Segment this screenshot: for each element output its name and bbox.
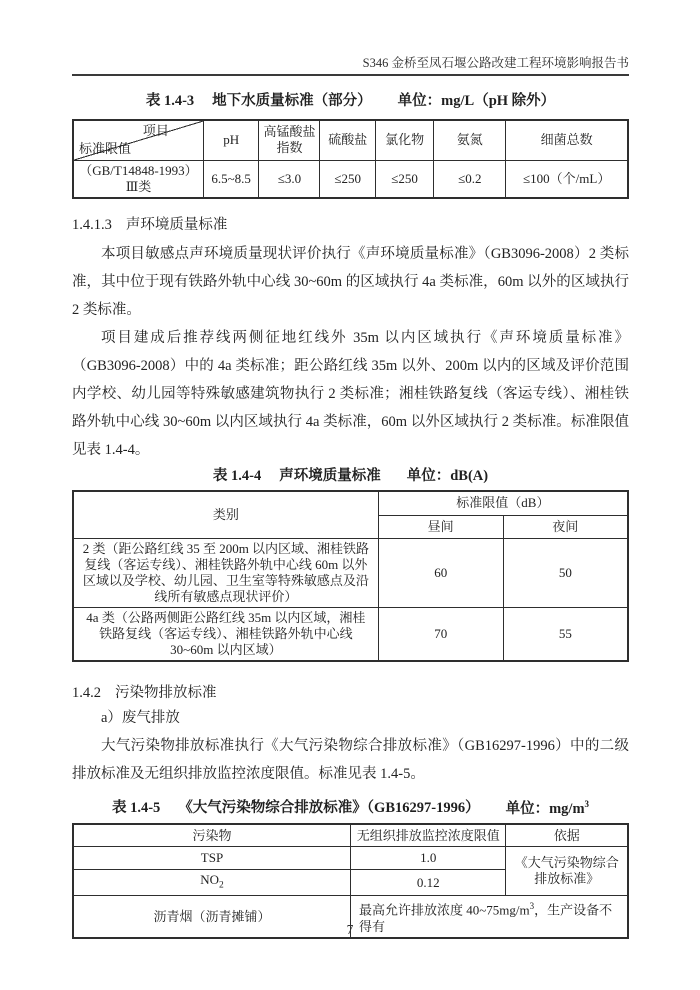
row-class2-category: 2 类（距公路红线 35 至 200m 以内区域、湘桂铁路复线（客运专线）、湘桂铁路外轨中心线 60m 以外区域以及学校、幼儿园、卫生室等特殊敏感点及沿线所有敏感点现状评价） bbox=[73, 538, 378, 607]
table-1-4-5-caption-title: 《大气污染物综合排放标准》（GB16297-1996） bbox=[178, 800, 480, 817]
row-no2-pollutant bbox=[73, 869, 351, 896]
col-header-ammonia-nitrogen: 氨氮 bbox=[434, 120, 506, 160]
col-header-nighttime: 夜间 bbox=[503, 515, 628, 538]
value-ammonia-nitrogen: ≤0.2 bbox=[434, 160, 506, 198]
col-header-standard-limit-db: 标准限值（dB） bbox=[378, 491, 628, 515]
table-1-4-5-caption-label: 表 1.4-5 bbox=[111, 800, 161, 817]
table-1-4-3-caption-label: 表 1.4-3 bbox=[145, 93, 195, 109]
row-header-class-iii: Ⅲ类 bbox=[125, 178, 152, 194]
row-class4a-nighttime-value: 55 bbox=[503, 607, 628, 661]
table-1-4-3-caption-title: 地下水质量标准（部分） bbox=[212, 93, 372, 109]
row-class2-nighttime-value: 50 bbox=[503, 538, 628, 607]
row-class4a-category: 4a 类（公路两侧距公路红线 35m 以内区域，湘桂铁路复线（客运专线）、湘桂铁路外轨中心线 30~60m 以内区域） bbox=[73, 607, 378, 661]
col-header-permanganate-index: 高锰酸盐指数 bbox=[259, 120, 320, 160]
row-tsp-pollutant: TSP bbox=[73, 846, 351, 869]
col-header-unorganized-emission-limit: 无组织排放监控浓度限值 bbox=[351, 824, 506, 846]
table-1-4-3-caption-unit: 单位：mg/L（pH 除外） bbox=[397, 93, 556, 109]
asphalt-limit-suffix: ，生产设备不得有 bbox=[359, 902, 613, 934]
diagonal-label-standard-limit: 标准限值 bbox=[79, 140, 132, 156]
page-header bbox=[72, 55, 629, 76]
section-1-4-1-3-heading bbox=[72, 214, 629, 236]
col-header-pollutant: 污染物 bbox=[73, 824, 351, 846]
col-header-chloride: 氯化物 bbox=[375, 120, 433, 160]
no2-subscript: 2 bbox=[219, 880, 224, 891]
table-1-4-4-caption-label: 表 1.4-4 bbox=[212, 468, 262, 484]
no2-base: NO bbox=[200, 871, 220, 887]
basis-line1: 《大气污染物综合 bbox=[514, 855, 619, 871]
basis-cell bbox=[506, 846, 628, 896]
asphalt-limit-superscript: 3 bbox=[529, 901, 535, 912]
page-number: 7 bbox=[346, 922, 354, 937]
value-permanganate-index: ≤3.0 bbox=[259, 160, 320, 198]
diagonal-label-project: 项目 bbox=[142, 123, 169, 138]
section-1-4-1-3-number: 1.4.1.3 bbox=[72, 217, 112, 233]
table-1-4-5-caption-unit bbox=[506, 794, 589, 819]
table-1-4-5-unit-base: 单位：mg/m bbox=[505, 800, 585, 817]
para-air-emission-standard: 大气污染物排放标准执行《大气污染物综合排放标准》（GB16297-1996）中的二级排放标准及无组织排放监控浓度限值。标准见表 1.4-5。 bbox=[72, 737, 629, 782]
row-tsp-limit: 1.0 bbox=[351, 846, 506, 869]
col-header-ph: pH bbox=[203, 120, 259, 160]
basis-line2: 排放标准》 bbox=[534, 871, 600, 887]
row-asphalt-pollutant: 沥青烟（沥青摊铺） bbox=[73, 896, 351, 938]
value-ph: 6.5~8.5 bbox=[203, 160, 259, 198]
row-class2-daytime-value: 60 bbox=[378, 538, 503, 607]
table-1-4-3 bbox=[72, 119, 629, 199]
diagonal-header-cell bbox=[73, 120, 203, 160]
value-sulfate: ≤250 bbox=[320, 160, 376, 198]
row-header-standard-code: （GB/T14848-1993） bbox=[79, 162, 198, 178]
row-class4a-daytime-value: 70 bbox=[378, 607, 503, 661]
table-1-4-5-unit-superscript: 3 bbox=[584, 798, 590, 809]
col-header-category: 类别 bbox=[73, 491, 378, 538]
section-1-4-1-3-title: 声环境质量标准 bbox=[125, 217, 228, 233]
row-header-gbt14848 bbox=[73, 160, 203, 198]
row-no2-limit: 0.12 bbox=[351, 869, 506, 896]
value-total-bacteria: ≤100（个/mL） bbox=[506, 160, 628, 198]
table-1-4-4-caption-unit: 单位：dB(A) bbox=[406, 468, 489, 484]
value-chloride: ≤250 bbox=[375, 160, 433, 198]
asphalt-limit-prefix: 最高允许排放浓度 40~75mg/m bbox=[359, 902, 530, 918]
para-noise-standard-after-construction: 项目建成后推荐线两侧征地红线外 35m 以内区域执行《声环境质量标准》（GB3096-2008）中的 4a 类标准；距公路红线 35m 以外、200m 以内的区域及评价范围内学校、幼儿园等特殊敏感建筑物执行 2 类标准；湘桂铁路复线（客运专线）、湘桂铁路外轨中心线 30~60m 以内区域执行 4a 类标准，60m 以外区域执行 2 类标准。标准限值见表 1.4-4。 bbox=[72, 330, 629, 458]
header-title: S346 金桥至凤石堰公路改建工程环境影响报告书 bbox=[362, 56, 629, 70]
item-a-waste-gas: a）废气排放 bbox=[101, 709, 180, 726]
col-header-basis: 依据 bbox=[506, 824, 628, 846]
section-1-4-2-number: 1.4.2 bbox=[72, 684, 101, 701]
table-1-4-4-caption-title: 声环境质量标准 bbox=[279, 468, 381, 484]
col-header-total-bacteria: 细菌总数 bbox=[506, 120, 628, 160]
col-header-sulfate: 硫酸盐 bbox=[320, 120, 376, 160]
para-noise-standard-current: 本项目敏感点声环境质量现状评价执行《声环境质量标准》（GB3096-2008）2 类标准，其中位于现有铁路外轨中心线 30~60m 的区域执行 4a 类标准，60m 以外的区域执行 2 类标准。 bbox=[72, 246, 629, 318]
table-1-4-4-caption bbox=[72, 466, 629, 486]
table-1-4-3-caption bbox=[72, 91, 629, 111]
section-1-4-2-heading bbox=[72, 682, 629, 704]
table-1-4-4 bbox=[72, 490, 629, 662]
table-1-4-5-caption bbox=[72, 794, 629, 819]
section-1-4-2-title: 污染物排放标准 bbox=[115, 684, 217, 701]
col-header-daytime: 昼间 bbox=[378, 515, 503, 538]
